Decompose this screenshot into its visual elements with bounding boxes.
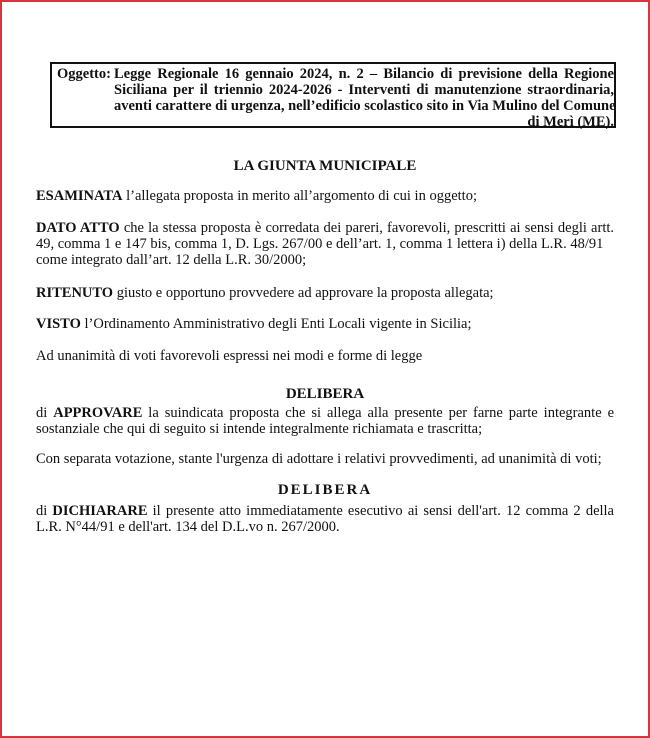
dato-atto-line-2: 49, comma 1 e 147 bis, comma 1, D. Lgs. 267/00 e dell’art. 1, comma 1 lettera i) della L.R. 48/91 (36, 236, 604, 252)
council-heading: LA GIUNTA MUNICIPALE (233, 158, 417, 174)
ritenuto-keyword: RITENUTO (36, 285, 114, 301)
subject-line-1: Legge Regionale 16 gennaio 2024, n. 2 – Bilancio di previsione della Regione (114, 66, 614, 82)
ritenuto-paragraph (36, 285, 614, 301)
subject-line-3: aventi carattere di urgenza, nell’edificio scolastico sito in Via Mulino del Comune (114, 98, 616, 114)
dato-atto-paragraph (36, 220, 614, 268)
subject-label: Oggetto: (57, 66, 111, 82)
dichiarare-line-1: il presente atto immediatamente esecutivo ai sensi dell'art. 12 comma 2 della (147, 503, 614, 519)
esaminata-keyword: ESAMINATA (36, 188, 123, 204)
dichiarare-prefix: di (36, 503, 53, 519)
subject-box (50, 62, 616, 128)
subject-line-4: di Merì (ME). (527, 114, 614, 130)
dato-atto-line-1: che la stessa proposta è corredata dei pareri, favorevoli, prescritti ai sensi degli artt. (119, 220, 615, 236)
esaminata-paragraph (36, 188, 614, 204)
dichiarare-keyword: DICHIARARE (52, 503, 148, 519)
approvare-prefix: di (36, 405, 54, 421)
separata-paragraph: Con separata votazione, stante l'urgenza di adottare i relativi provvedimenti, ad unanimità di voti; (36, 451, 602, 467)
dato-atto-line-3: come integrato dall’art. 12 della L.R. 30/2000; (36, 252, 307, 268)
dato-atto-keyword: DATO ATTO (36, 220, 120, 236)
delibera-heading-2: DELIBERA (277, 482, 373, 498)
esaminata-text: l’allegata proposta in merito all’argomento di cui in oggetto; (122, 188, 477, 204)
dichiarare-line-2: L.R. N°44/91 e dell'art. 134 del D.L.vo n. 267/2000. (36, 519, 340, 535)
approvare-line-1: la suindicata proposta che si allega alla presente per farne parte integrante e (142, 405, 614, 421)
approvare-paragraph (36, 405, 614, 437)
visto-keyword: VISTO (36, 316, 81, 332)
subject-line-2: Siciliana per il triennio 2024-2026 - Interventi di manutenzione straordinaria, (114, 82, 614, 98)
dichiarare-paragraph (36, 503, 614, 535)
subject-text (114, 66, 614, 130)
approvare-line-2: sostanziale che qui di seguito si intende integralmente richiamata e trascritta; (36, 421, 483, 437)
ritenuto-text: giusto e opportuno provvedere ad approvare la proposta allegata; (113, 285, 494, 301)
delibera-heading-1: DELIBERA (285, 386, 365, 402)
visto-text: l’Ordinamento Amministrativo degli Enti Locali vigente in Sicilia; (80, 316, 472, 332)
unanimita-paragraph: Ad unanimità di voti favorevoli espressi nei modi e forme di legge (36, 348, 423, 364)
visto-paragraph (36, 316, 614, 332)
approvare-keyword: APPROVARE (53, 405, 143, 421)
